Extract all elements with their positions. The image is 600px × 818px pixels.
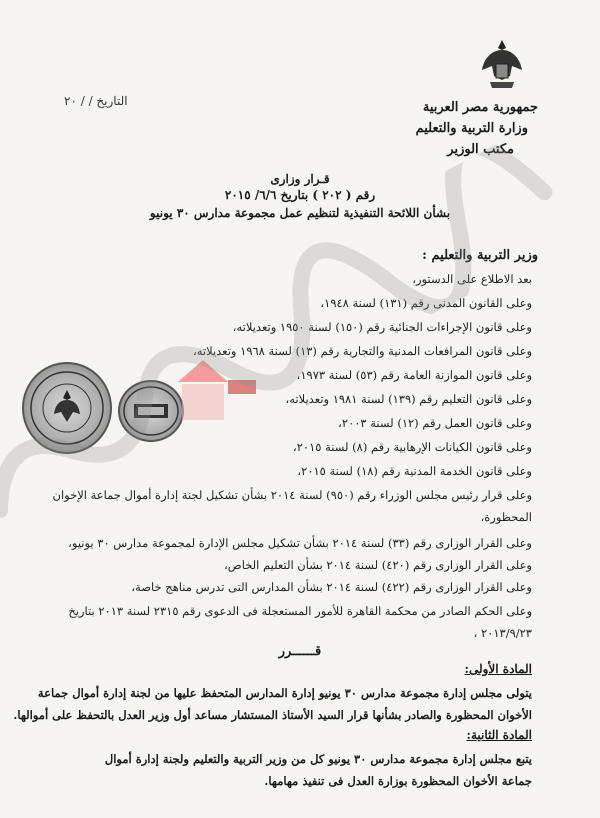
article-heading: المادة الثانية:: [466, 728, 532, 742]
preamble-line: وعلى قانون الكيانات الإرهابية رقم (٨) لسنة ٢٠١٥،: [293, 440, 532, 454]
preamble-line: وعلى الحكم الصادر من محكمة القاهرة للأمور المستعجلة فى الدعوى رقم ٢٣١٥ لسنة ٢٠١٣ بتاريخ: [68, 604, 532, 618]
preamble-line: وعلى قانون الموازنة العامة رقم (٥٣) لسنة ١٩٧٣،: [296, 368, 532, 382]
article-heading: المادة الأولى:: [464, 662, 532, 676]
preamble-line: وعلى القرار الوزارى رقم (٤٢٢) لسنة ٢٠١٤ بشأن المدارس التى تدرس مناهج خاصة،: [131, 580, 532, 594]
header-country: جمهورية مصر العربية: [422, 100, 538, 115]
preamble-line: ٢٠١٣/٩/٢٣ ،: [473, 626, 532, 640]
preamble-line: المحظورة،: [480, 510, 532, 524]
decree-subject: بشأن اللائحة التنفيذية لتنظيم عمل مجموعة مدارس ٣٠ يونيو: [149, 206, 451, 220]
preamble-line: بعد الاطلاع على الدستور،: [412, 272, 532, 286]
preamble-line: وعلى قانون الخدمة المدنية رقم (١٨) لسنة ٢٠١٥،: [297, 464, 532, 478]
article-line: الأخوان المحظورة والصادر بشأنها قرار السيد الأستاذ المستشار مساعد أول وزير العدل بالتحفظ على أموالها.: [13, 708, 532, 722]
preamble-line: وعلى قانون التعليم رقم (١٣٩) لسنة ١٩٨١ وتعديلاته،: [285, 392, 532, 406]
preamble-line: وعلى القرار الوزارى رقم (٤٢٠) لسنة ٢٠١٤ بشأن التعليم الخاص،: [224, 558, 532, 572]
article-line: يتبع مجلس إدارة مجموعة مدارس ٣٠ يونيو كل من وزير التربية والتعليم ولجنة إدارة أموال: [104, 752, 532, 766]
preamble-line: وعلى القرار الوزارى رقم (٣٣) لسنة ٢٠١٤ بشأن تشكيل مجلس الإدارة لمجموعة مدارس ٣٠ يونيو،: [68, 536, 532, 550]
preamble-line: وعلى القانون المدنى رقم (١٣١) لسنة ١٩٤٨،: [320, 296, 532, 310]
preamble-line: وعلى قانون العمل رقم (١٢) لسنة ٢٠٠٣،: [338, 416, 532, 430]
decision-heading: قــــــرر: [278, 644, 322, 659]
minister-heading: وزير التربية والتعليم :: [422, 248, 538, 263]
decree-title: قـرار وزارى: [270, 172, 330, 186]
preamble-line: وعلى قانون المرافعات المدنية والتجارية رقم (١٣) لسنة ١٩٦٨ وتعديلاته،: [193, 344, 532, 358]
header-ministry: وزارة التربية والتعليم: [415, 121, 528, 136]
preamble-line: وعلى قانون الإجراءات الجنائية رقم (١٥٠) لسنة ١٩٥٠ وتعديلاته،: [232, 320, 532, 334]
eagle-emblem-icon: [478, 36, 526, 96]
article-line: يتولى مجلس إدارة مجموعة مدارس ٣٠ يونيو إدارة المدارس المتحفظ عليها من لجنة إدارة أموال جماعة: [37, 686, 532, 700]
header-office: مكتب الوزير: [447, 142, 514, 157]
decree-number: رقم ( ٢٠٢ ) بتاريخ ٦/٦/ ٢٠١٥: [224, 188, 376, 202]
article-line: جماعة الأخوان المحظورة بوزارة العدل فى تنفيذ مهامها.: [264, 774, 532, 788]
preamble-line: وعلى قرار رئيس مجلس الوزراء رقم (٩٥٠) لسنة ٢٠١٤ بشأن تشكيل لجنة إدارة أموال جماعة الإخوان: [52, 488, 532, 502]
date-line: التاريخ / / ٢٠: [64, 94, 128, 108]
